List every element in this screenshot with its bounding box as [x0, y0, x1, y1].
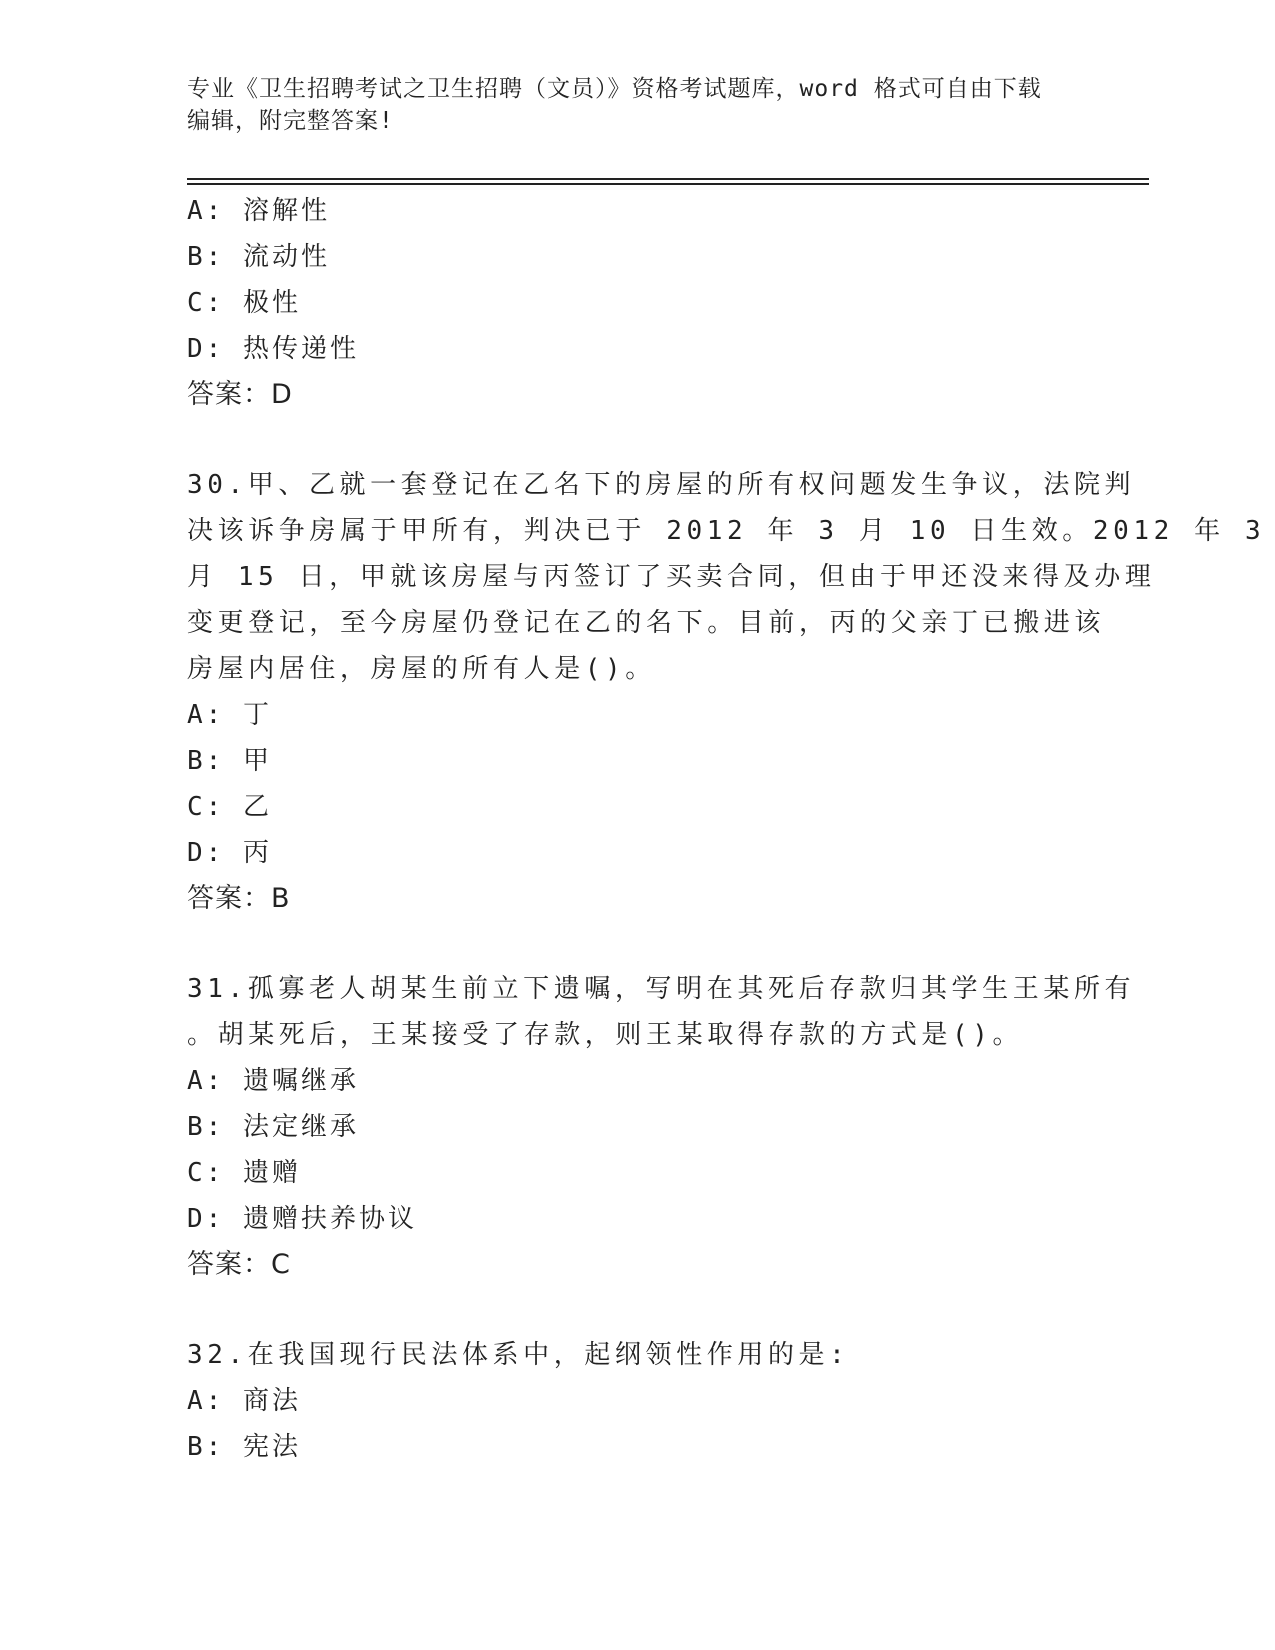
answer: 答案：D — [187, 379, 293, 410]
option-a: A: 遗嘱继承 — [187, 1066, 359, 1096]
question-text — [187, 1332, 1087, 1378]
option-b: B: 流动性 — [187, 242, 330, 272]
option-a: A: 丁 — [187, 700, 272, 730]
question-line: 月 15 日，甲就该房屋与丙签订了买卖合同，但由于甲还没来得及办理 — [187, 562, 1156, 592]
document-header — [187, 73, 1087, 137]
question-line: 房屋内居住，房屋的所有人是()。 — [187, 654, 656, 684]
option-b: B: 甲 — [187, 746, 272, 776]
question-29 — [187, 188, 1087, 418]
option-d: D: 丙 — [187, 838, 272, 868]
option-b: B: 法定继承 — [187, 1112, 359, 1142]
question-line: 31.孤寡老人胡某生前立下遗嘱，写明在其死后存款归其学生王某所有 — [187, 974, 1136, 1004]
option-d: D: 遗赠扶养协议 — [187, 1204, 417, 1234]
header-line-1: 专业《卫生招聘考试之卫生招聘（文员）》资格考试题库，word 格式可自由下载 — [187, 76, 1042, 102]
option-a: A: 溶解性 — [187, 196, 330, 226]
question-line: 决该诉争房属于甲所有，判决已于 2012 年 3 月 10 日生效。2012 年 3 — [187, 516, 1266, 546]
option-d: D: 热传递性 — [187, 334, 359, 364]
option-c: C: 乙 — [187, 792, 272, 822]
question-31 — [187, 966, 1136, 1288]
question-line: 。胡某死后，王某接受了存款，则王某取得存款的方式是()。 — [187, 1020, 1024, 1050]
option-a: A: 商法 — [187, 1386, 301, 1416]
option-c: C: 遗赠 — [187, 1158, 301, 1188]
question-text — [187, 462, 1266, 692]
question-line: 变更登记，至今房屋仍登记在乙的名下。目前，丙的父亲丁已搬进该 — [187, 608, 1106, 638]
question-30 — [187, 462, 1266, 922]
option-c: C: 极性 — [187, 288, 301, 318]
header-divider-bottom — [187, 183, 1149, 185]
header-divider-top — [187, 178, 1149, 180]
header-line-2: 编辑，附完整答案! — [187, 108, 394, 134]
question-line: 32.在我国现行民法体系中，起纲领性作用的是: — [187, 1340, 850, 1370]
question-text — [187, 966, 1136, 1058]
question-line: 30.甲、乙就一套登记在乙名下的房屋的所有权问题发生争议，法院判 — [187, 470, 1136, 500]
question-32 — [187, 1332, 1087, 1470]
answer: 答案：B — [187, 883, 291, 914]
option-b: B: 宪法 — [187, 1432, 301, 1462]
question-list — [187, 188, 1266, 1470]
answer: 答案：C — [187, 1249, 291, 1280]
